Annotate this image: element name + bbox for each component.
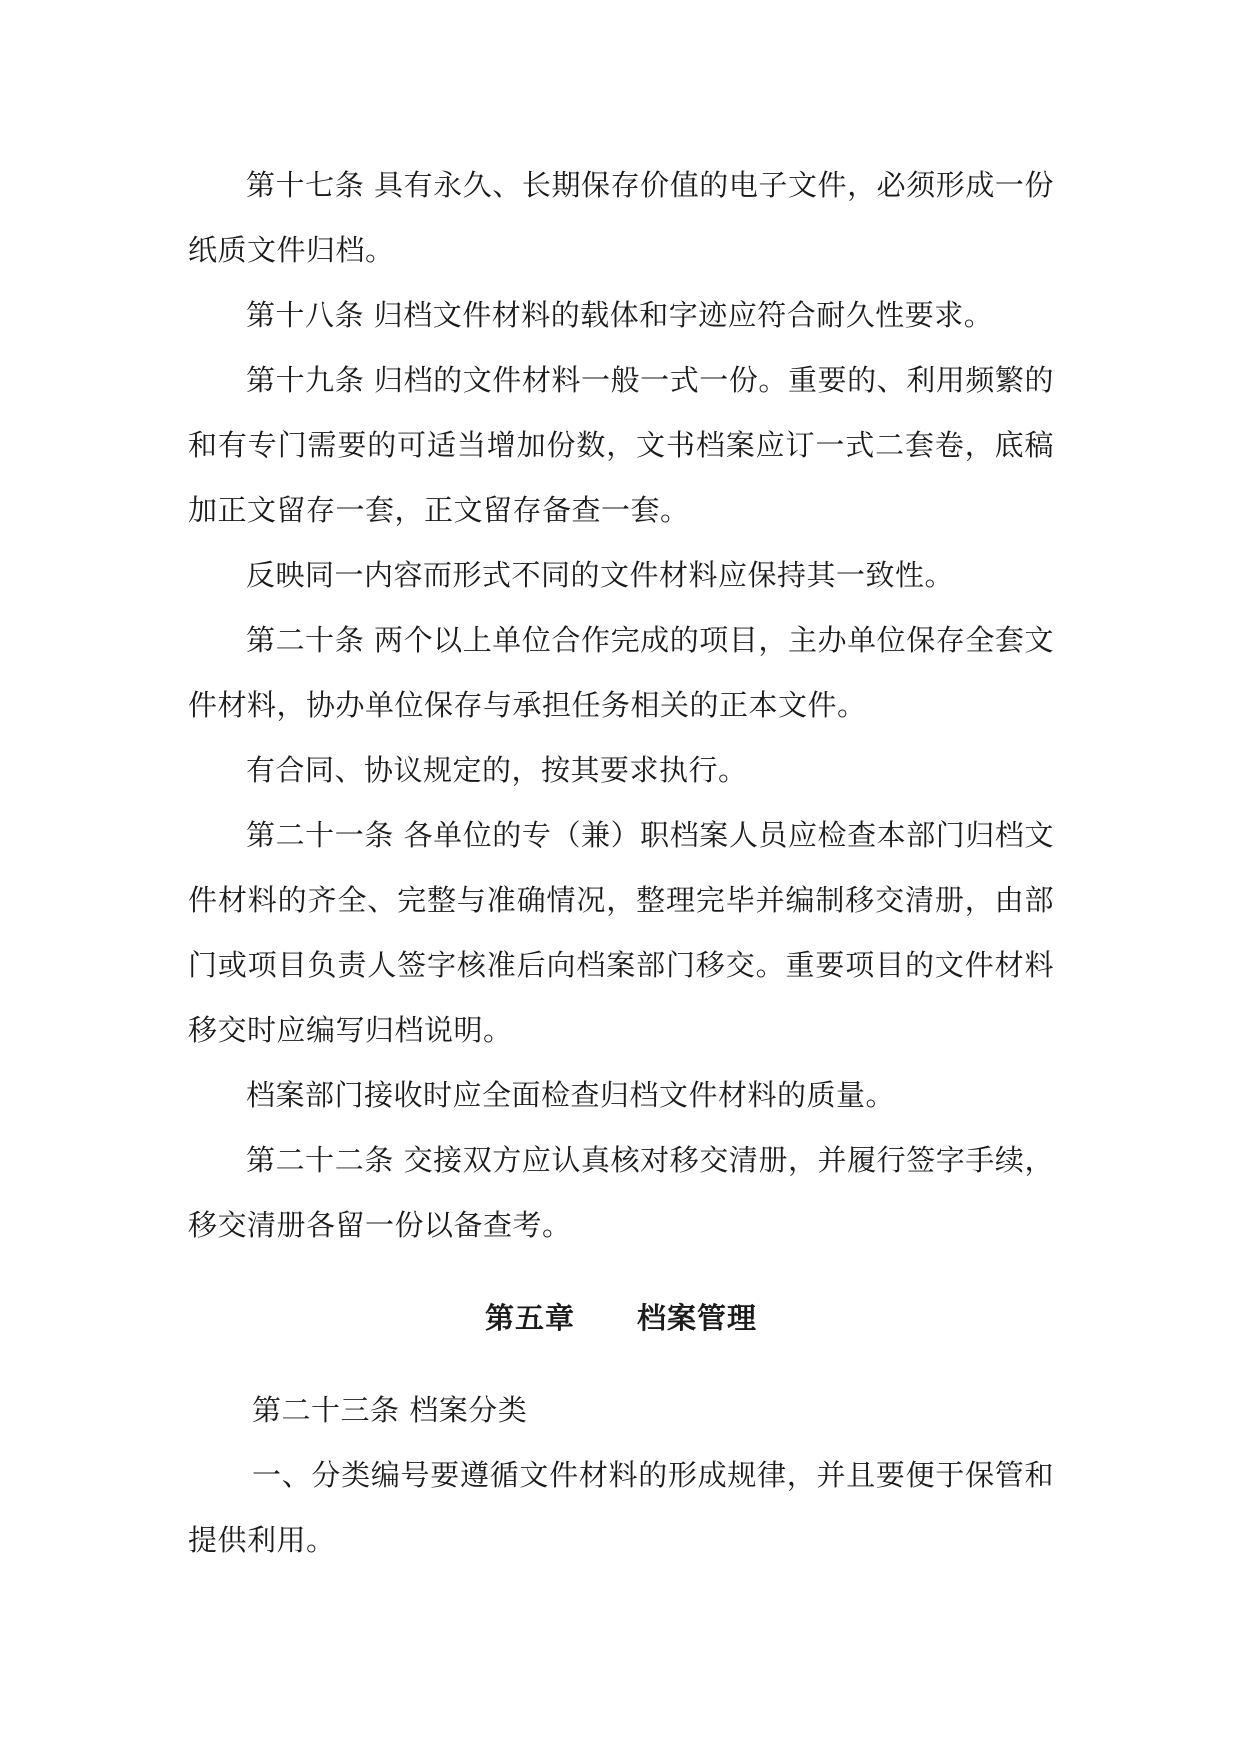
chapter-number: 第五章 (484, 1301, 575, 1335)
chapter-heading (188, 1298, 1054, 1338)
paragraph-article-20: 第二十条 两个以上单位合作完成的项目，主办单位保存全套文件材料，协办单位保存与承担任务相关的正本文件。 (188, 623, 1054, 722)
paragraph-consistency: 反映同一内容而形式不同的文件材料应保持其一致性。 (246, 558, 955, 592)
paragraph-article-21: 第二十一条 各单位的专（兼）职档案人员应检查本部门归档文件材料的齐全、完整与准确情况，整理完毕并编制移交清册，由部门或项目负责人签字核准后向档案部门移交。重要项目的文件材料移交时应编写归档说明。 (188, 818, 1054, 1047)
paragraph-article-17: 第十七条 具有永久、长期保存价值的电子文件，必须形成一份纸质文件归档。 (188, 168, 1054, 267)
paragraph-article-18: 第十八条 归档文件材料的载体和字迹应符合耐久性要求。 (246, 298, 994, 332)
paragraph-article-23: 第二十三条 档案分类 (252, 1393, 528, 1427)
paragraph-article-22: 第二十二条 交接双方应认真核对移交清册，并履行签字手续，移交清册各留一份以备查考。 (188, 1143, 1054, 1242)
chapter-title: 档案管理 (637, 1301, 758, 1335)
document-body (188, 153, 1054, 1573)
paragraph-article-19: 第十九条 归档的文件材料一般一式一份。重要的、利用频繁的和有专门需要的可适当增加份数，文书档案应订一式二套卷，底稿加正文留存一套，正文留存备查一套。 (188, 363, 1054, 527)
paragraph-archive-check: 档案部门接收时应全面检查归档文件材料的质量。 (246, 1078, 896, 1112)
paragraph-classification-1: 一、分类编号要遵循文件材料的形成规律，并且要便于保管和提供利用。 (188, 1458, 1054, 1557)
paragraph-contract: 有合同、协议规定的，按其要求执行。 (246, 753, 748, 787)
